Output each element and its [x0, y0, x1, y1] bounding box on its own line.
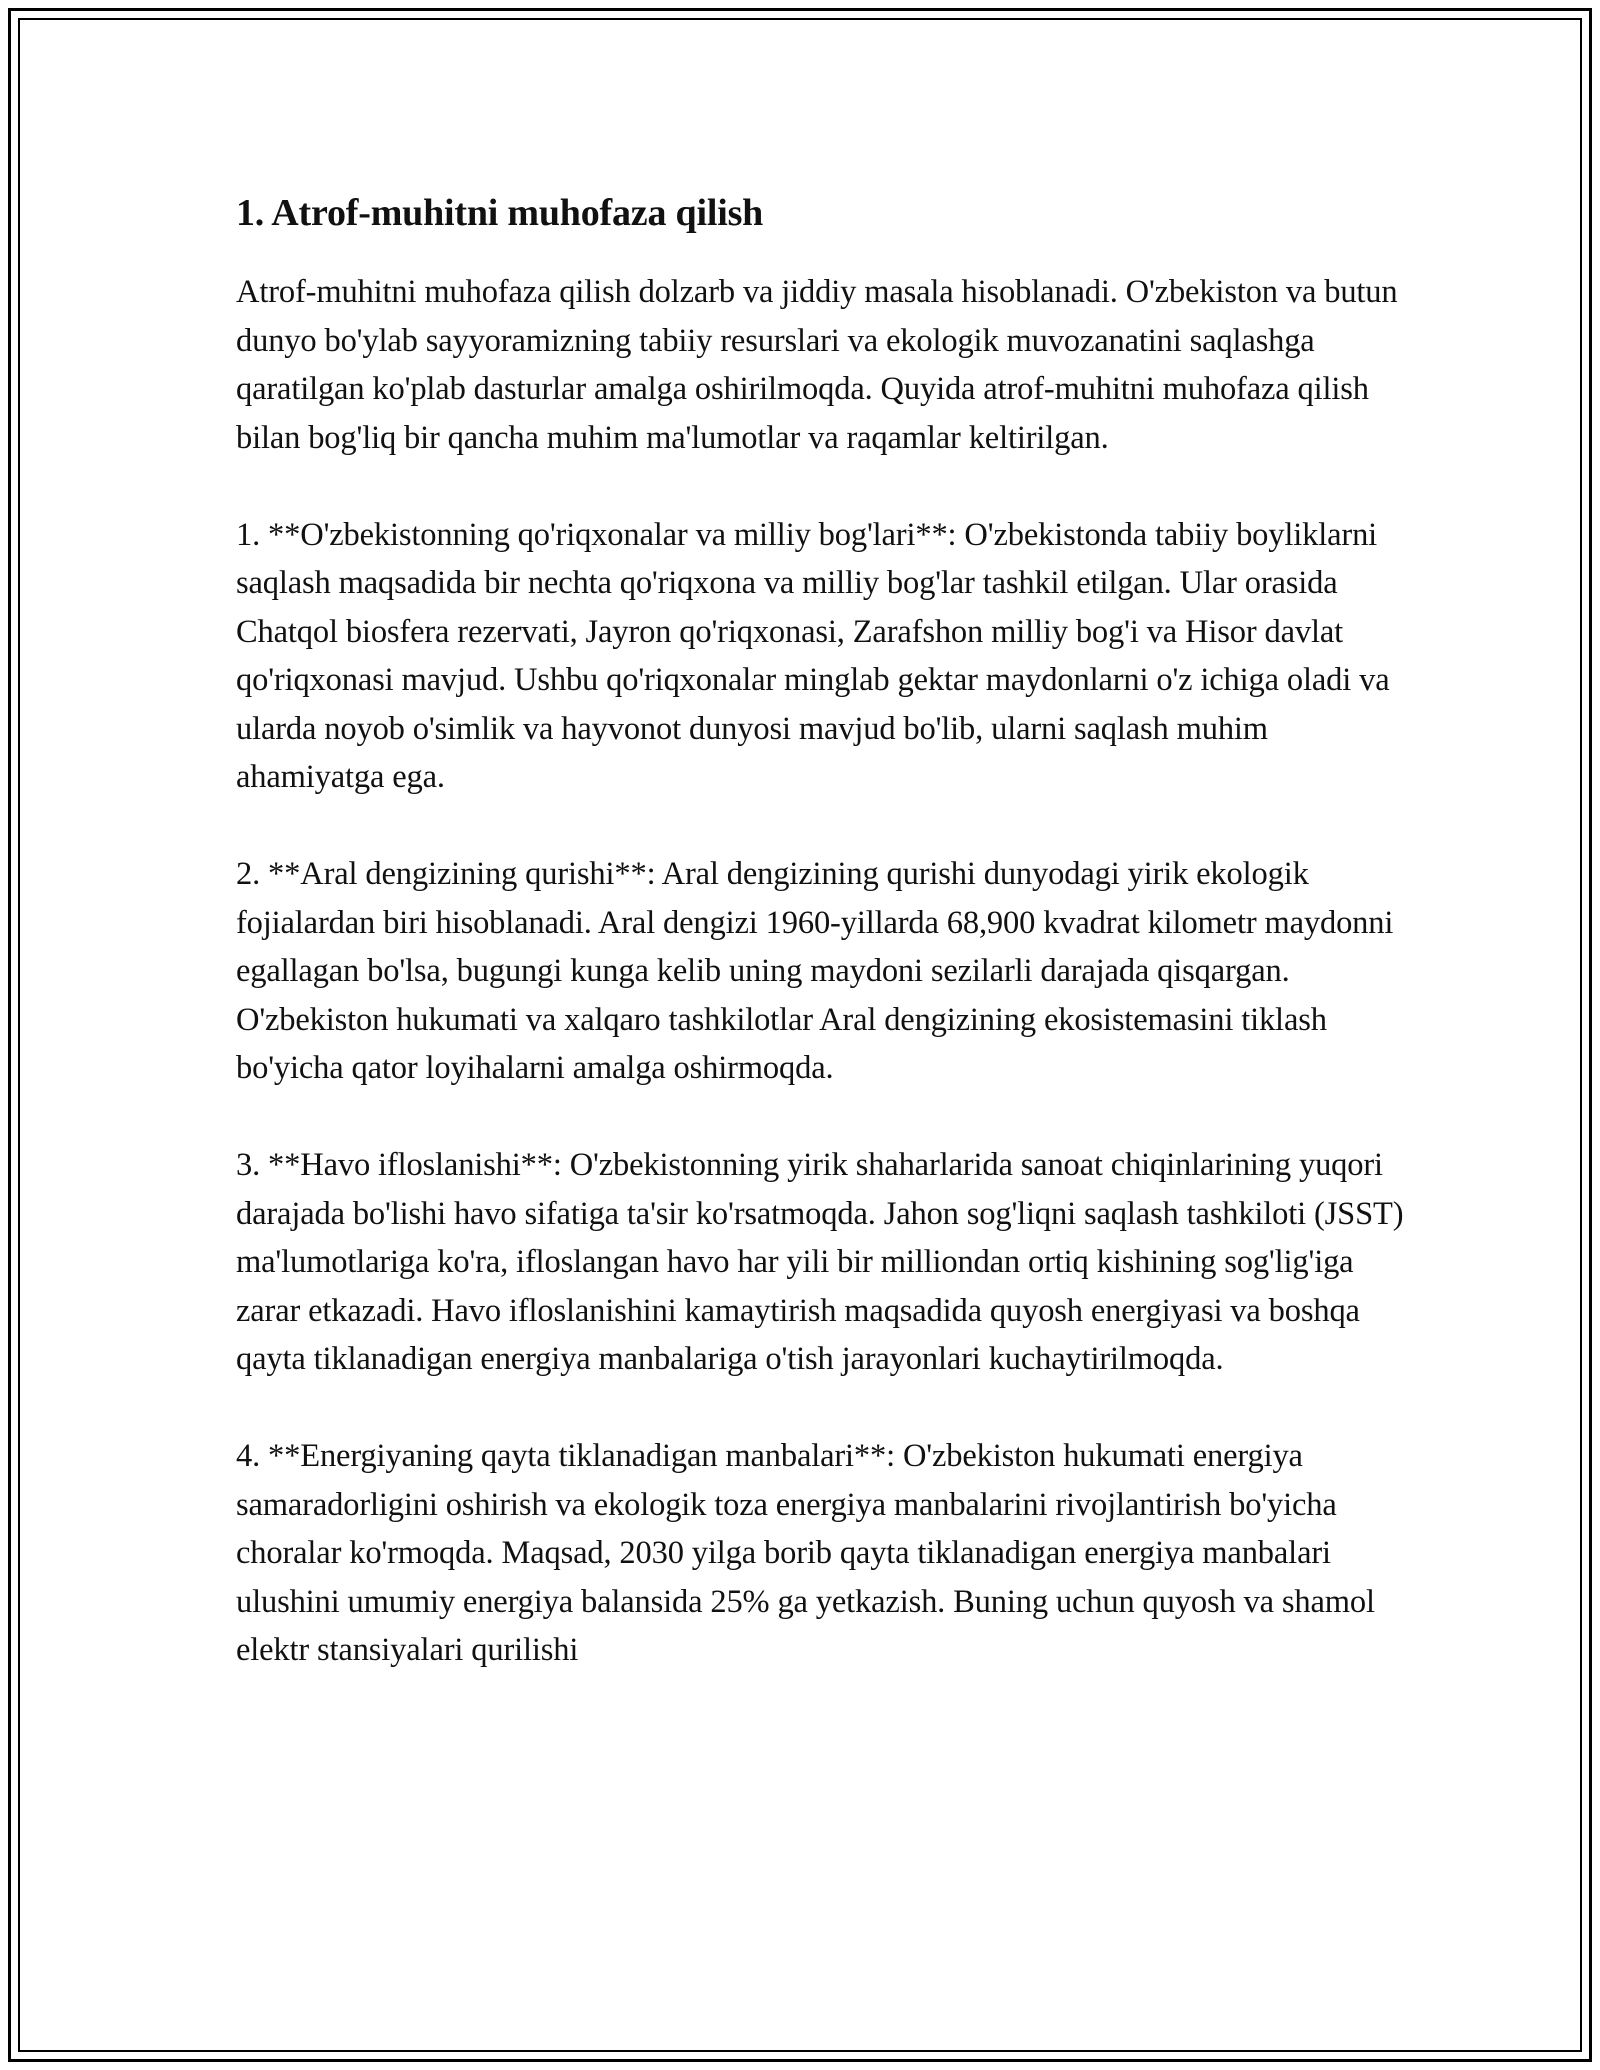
paragraph-reserves: 1. **O'zbekistonning qo'riqxonalar va milliy bog'lari**: O'zbekistonda tabiiy boyliklarni saqlash maqsadida bir nechta qo'riqxona va milliy bog'lar tashkil etilgan. Ular orasida Chatqol biosfera rezervati, Jayron qo'riqxonasi, Zarafshon milliy bog'i va Hisor davlat qo'riqxonasi mavjud. Ushbu qo'riqxonalar minglab gektar maydonlarni o'z ichiga oladi va ularda noyob o'simlik va hayvonot dunyosi mavjud bo'lib, ularni saqlash muhim ahamiyatga ega.: [236, 516, 1390, 795]
document-body: [236, 188, 1416, 1723]
paragraph-aral-sea: 2. **Aral dengizining qurishi**: Aral dengizining qurishi dunyodagi yirik ekologik fojialardan biri hisoblanadi. Aral dengizi 1960-yillarda 68,900 kvadrat kilometr maydonni egallagan bo'lsa, bugungi kunga kelib uning maydoni sezilarli darajada qisqargan. O'zbekiston hukumati va xalqaro tashkilotlar Aral dengizining ekosistemasini tiklash bo'yicha qator loyihalarni amalga oshirmoqda.: [236, 856, 1394, 1086]
intro-paragraph: Atrof-muhitni muhofaza qilish dolzarb va jiddiy masala hisoblanadi. O'zbekiston va butun dunyo bo'ylab sayyoramizning tabiiy resurslari va ekologik muvozanatini saqlashga qaratilgan ko'plab dasturlar amalga oshirilmoqda. Quyida atrof-muhitni muhofaza qilish bilan bog'liq bir qancha muhim ma'lumotlar va raqamlar keltirilgan.: [236, 274, 1398, 456]
paragraph-renewable-energy: 4. **Energiyaning qayta tiklanadigan manbalari**: O'zbekiston hukumati energiya samaradorligini oshirish va ekologik toza energiya manbalarini rivojlantirish bo'yicha choralar ko'rmoqda. Maqsad, 2030 yilga borib qayta tiklanadigan energiya manbalari ulushini umumiy energiya balansida 25% ga yetkazish. Buning uchun quyosh va shamol elektr stansiyalari qurilishi: [236, 1438, 1375, 1668]
section-heading: 1. Atrof-muhitni muhofaza qilish: [236, 192, 764, 234]
paragraph-air-pollution: 3. **Havo ifloslanishi**: O'zbekistonning yirik shaharlarida sanoat chiqinlarining yuqori darajada bo'lishi havo sifatiga ta'sir ko'rsatmoqda. Jahon sog'liqni saqlash tashkiloti (JSST) ma'lumotlariga ko'ra, ifloslangan havo har yili bir milliondan ortiq kishining sog'lig'iga zarar etkazadi. Havo ifloslanishini kamaytirish maqsadida quyosh energiyasi va boshqa qayta tiklanadigan energiya manbalariga o'tish jarayonlari kuchaytirilmoqda.: [236, 1147, 1404, 1377]
